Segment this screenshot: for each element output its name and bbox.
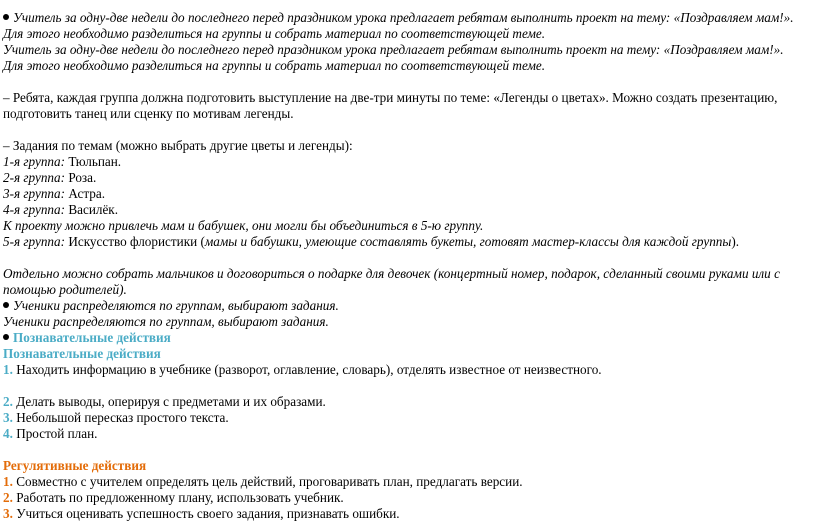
cognitive-title-text: Познавательные действия [13, 330, 171, 345]
regulatory-item [3, 474, 816, 490]
cognitive-item [3, 394, 816, 410]
boys-line: помощью родителей). [3, 282, 127, 297]
group-value: Искусство флористики ( [68, 234, 205, 249]
intro-text: Учитель за одну-две недели до последнего перед праздником урока предлагает ребятам выполнить проект на тему: «Поздравляем мам!». [13, 10, 794, 25]
item-text: Совместно с учителем определять цель действий, проговаривать план, предлагать версии. [16, 474, 523, 489]
group-value-italic: мамы и бабушки, умеющие составлять букеты, готовят мастер-классы для каждой группы [204, 234, 732, 249]
group-line [3, 186, 816, 202]
item-number: 2. [3, 394, 13, 409]
item-number: 3. [3, 410, 13, 425]
group-line [3, 154, 816, 170]
cognitive-item [3, 362, 816, 378]
group-line [3, 234, 816, 250]
groups-note: К проекту можно привлечь мам и бабушек, они могли бы объединиться в 5-ю группу. [3, 218, 484, 233]
cognitive-title: Познавательные действия [3, 346, 161, 361]
item-number: 2. [3, 490, 13, 505]
item-text: Работать по предложенному плану, использовать учебник. [16, 490, 344, 505]
item-text: Простой план. [16, 426, 98, 441]
group-line [3, 202, 816, 218]
intro-line: Для этого необходимо разделиться на группы и собрать материал по соответствующей теме. [3, 58, 546, 73]
cognitive-title [3, 330, 816, 346]
item-text: Делать выводы, оперируя с предметами и их образами. [16, 394, 326, 409]
item-text: Находить информацию в учебнике (разворот, оглавление, словарь), отделять известное от неизвестного. [16, 362, 602, 377]
distribute-line [3, 298, 816, 314]
intro-line: Для этого необходимо разделиться на группы и собрать материал по соответствующей теме. [3, 26, 546, 41]
group-label: 2-я группа: [3, 170, 66, 185]
item-number: 1. [3, 474, 13, 489]
item-text: Учиться оценивать успешность своего задания, признавать ошибки. [16, 506, 400, 521]
regulatory-item [3, 506, 816, 522]
bullet-icon [3, 14, 9, 20]
distribute-line: Ученики распределяются по группам, выбирают задания. [3, 314, 329, 329]
distribute-text: Ученики распределяются по группам, выбирают задания. [13, 298, 339, 313]
group-value: Тюльпан. [68, 154, 122, 169]
group-value-end: ). [731, 234, 740, 249]
regulatory-title: Регулятивные действия [3, 458, 147, 473]
bullet-icon [3, 302, 9, 308]
boys-line: Отдельно можно собрать мальчиков и договориться о подарке для девочек (концертный номер, подарок, сделанный своими руками или с [3, 266, 780, 281]
group-label: 5-я группа: [3, 234, 66, 249]
intro-line: Учитель за одну-две недели до последнего перед праздником урока предлагает ребятам выполнить проект на тему: «Поздравляем мам!». [3, 42, 784, 57]
group-label: 1-я группа: [3, 154, 66, 169]
item-number: 3. [3, 506, 13, 521]
task-paragraph: – Ребята, каждая группа должна подготовить выступление на две-три минуты по теме: «Легенды о цветах». Можно создать презентацию, подготовить танец или сценку по мотивам легенды. [3, 90, 778, 121]
cognitive-item [3, 426, 816, 442]
group-value: Василёк. [68, 202, 119, 217]
groups-header: – Задания по темам (можно выбрать другие цветы и легенды): [3, 138, 353, 153]
item-number: 1. [3, 362, 13, 377]
group-line [3, 170, 816, 186]
intro-line [3, 10, 816, 26]
item-number: 4. [3, 426, 13, 441]
cognitive-item [3, 410, 816, 426]
regulatory-item [3, 490, 816, 506]
item-text: Небольшой пересказ простого текста. [16, 410, 229, 425]
group-label: 3-я группа: [3, 186, 66, 201]
group-value: Роза. [68, 170, 97, 185]
bullet-icon [3, 334, 9, 340]
group-value: Астра. [68, 186, 106, 201]
group-label: 4-я группа: [3, 202, 66, 217]
